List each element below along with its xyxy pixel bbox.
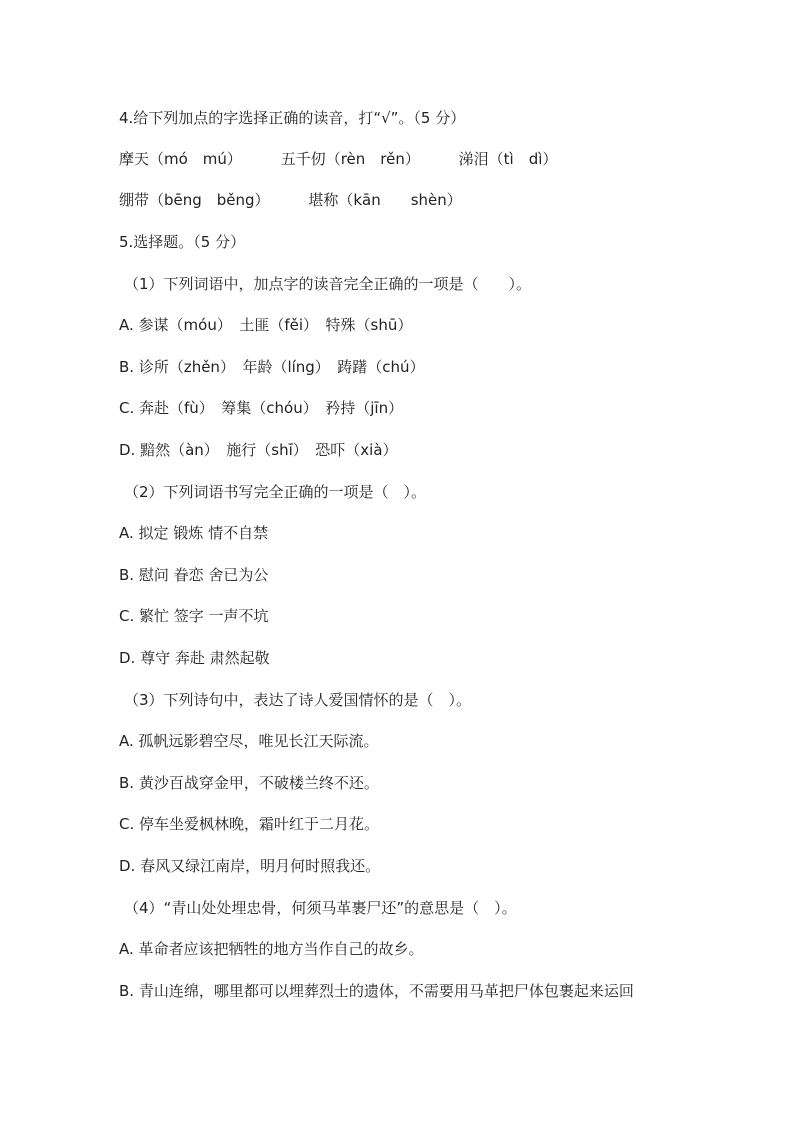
question-4-title: 4.给下列加点的字选择正确的读音，打“√”。（5 分）: [119, 109, 466, 127]
q5-sub2-option-c: C. 繁忙 签字 一声不坑: [119, 607, 269, 625]
q5-sub2-option-d: D. 尊守 奔赴 肃然起敬: [119, 649, 270, 667]
question-4-row-1: [119, 147, 557, 171]
question-5-title: 5.选择题。（5 分）: [119, 233, 246, 251]
q5-sub1-option-a: A. 参谋（móu） 土匪（fěi） 特殊（shū）: [119, 316, 413, 334]
q5-sub3-option-a: A. 孤帆远影碧空尽，唯见长江天际流。: [119, 732, 379, 750]
q5-sub2-stem: （2）下列词语书写完全正确的一项是（ ）。: [124, 483, 427, 501]
q4-item-tilei: 涕泪（tì dì）: [458, 150, 558, 168]
q5-sub4-option-a: A. 革命者应该把牺牲的地方当作自己的故乡。: [119, 940, 424, 958]
q5-sub3-stem: （3）下列诗句中，表达了诗人爱国情怀的是（ ）。: [124, 691, 472, 709]
q5-sub1-option-d: D. 黯然（àn） 施行（shī） 恐吓（xià）: [119, 441, 398, 459]
q4-item-motian: 摩天（mó mú）: [119, 150, 242, 168]
q5-sub4-option-b: B. 青山连绵，哪里都可以埋葬烈士的遗体，不需要用马革把尸体包裹起来运回: [119, 982, 634, 1000]
q5-sub1-option-b: B. 诊所（zhěn） 年龄（líng） 踌躇（chú）: [119, 358, 425, 376]
q5-sub3-option-b: B. 黄沙百战穿金甲，不破楼兰终不还。: [119, 774, 379, 792]
q5-sub2-option-a: A. 拟定 锻炼 情不自禁: [119, 524, 269, 542]
q4-item-kancheng: 堪称（kān shèn）: [308, 191, 462, 209]
q5-sub3-option-d: D. 春风又绿江南岸，明月何时照我还。: [119, 857, 381, 875]
q5-sub1-option-c: C. 奔赴（fù） 筹集（chóu） 矜持（jīn）: [119, 399, 404, 417]
q5-sub2-option-b: B. 慰问 眷恋 舍已为公: [119, 566, 269, 584]
q5-sub3-option-c: C. 停车坐爱枫林晚，霜叶红于二月花。: [119, 815, 380, 833]
q4-item-bengdai: 绷带（bēng běng）: [119, 191, 270, 209]
question-4-row-2: [119, 188, 462, 212]
q5-sub1-stem: （1）下列词语中，加点字的读音完全正确的一项是（ ）。: [124, 275, 532, 293]
q5-sub4-stem: （4）“青山处处埋忠骨，何须马革裹尸还”的意思是（ ）。: [124, 899, 517, 917]
q4-item-wuqianren: 五千仞（rèn rěn）: [280, 150, 420, 168]
